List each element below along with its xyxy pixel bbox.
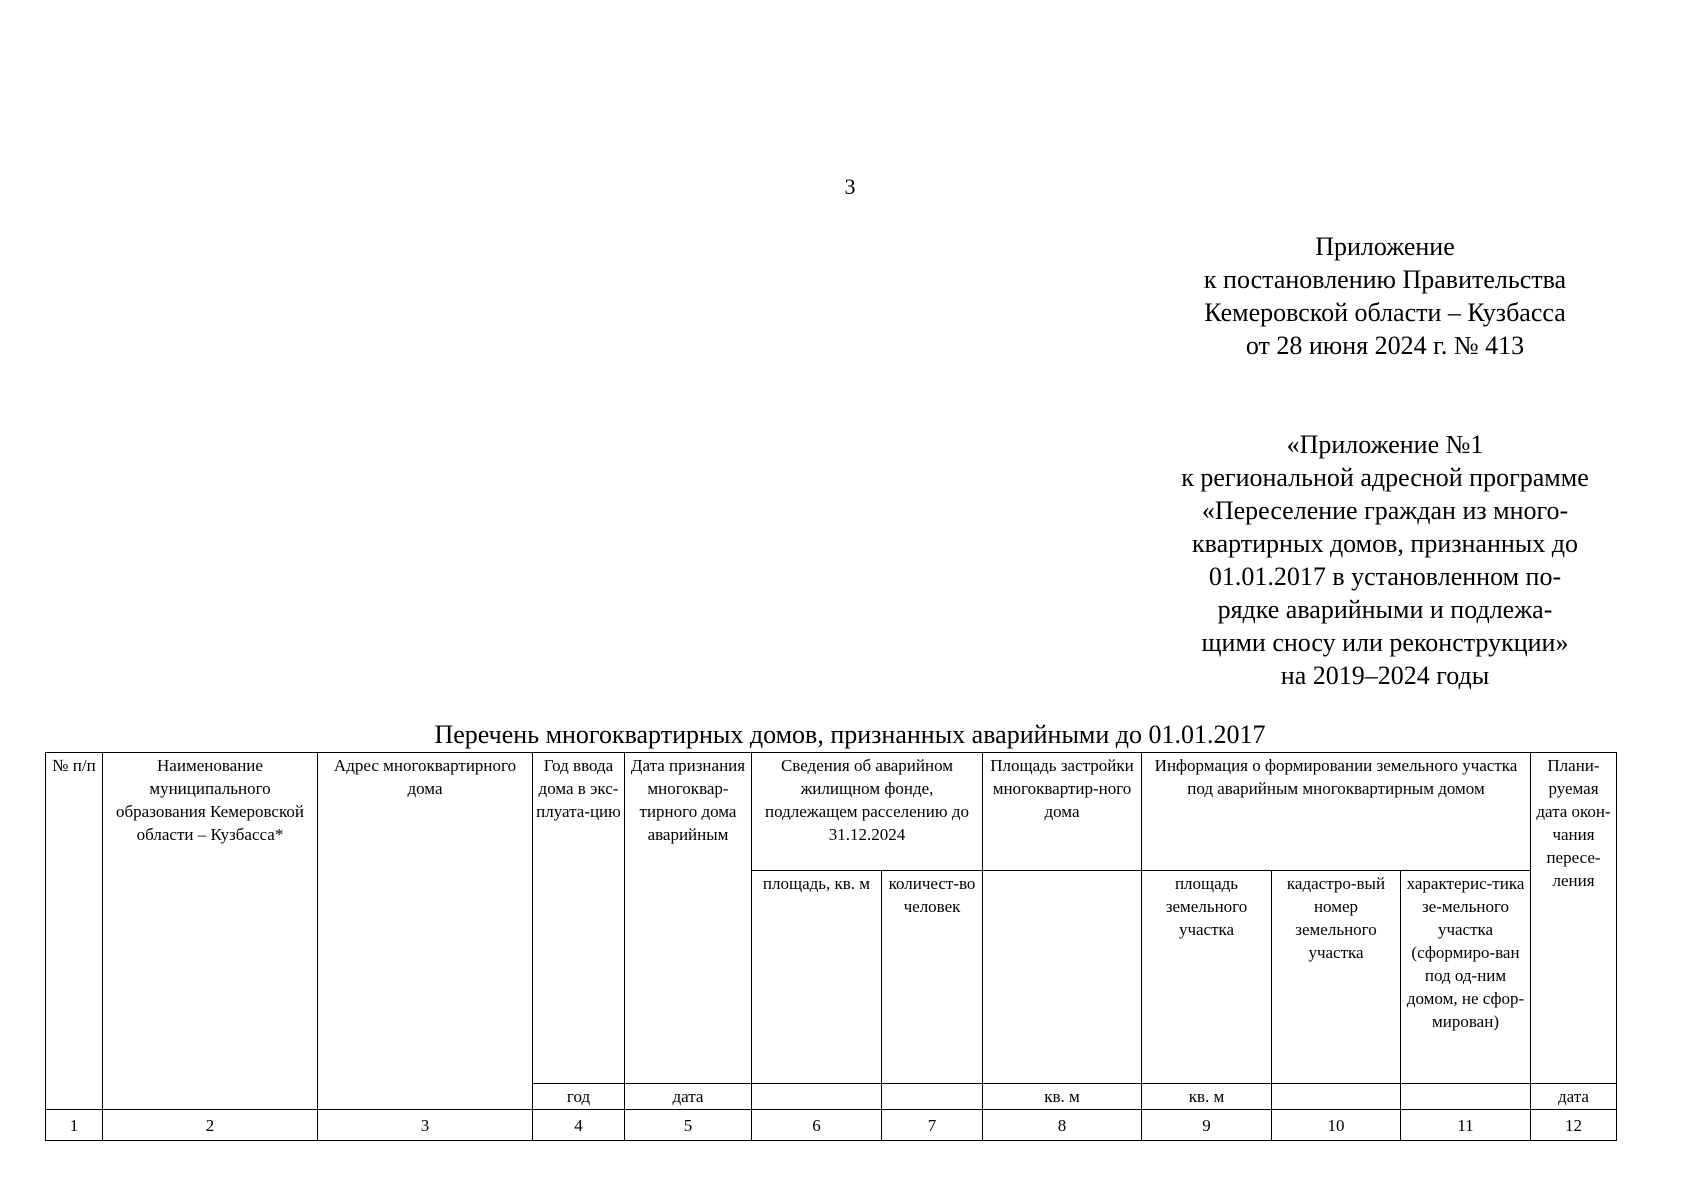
units-cell: год (533, 1084, 625, 1110)
units-cell (752, 1084, 882, 1110)
units-cell (103, 1084, 318, 1110)
table-title: Перечень многоквартирных домов, признанных аварийными до 01.01.2017 (434, 720, 1266, 749)
header-year-commissioned: Год ввода дома в экс-плуата-цию (533, 753, 625, 1084)
housing-register-table (45, 752, 1617, 1141)
units-cell: кв. м (983, 1084, 1142, 1110)
column-number-cell: 2 (103, 1110, 318, 1141)
header-cadastral-number: кадастро-вый номер земельного участка (1272, 871, 1401, 1084)
header-number: № п/п (46, 753, 103, 1084)
column-number-cell: 8 (983, 1110, 1142, 1141)
header-municipality: Наименование муниципального образования Кемеровской области – Кузбасса* (103, 753, 318, 1084)
header-land-area: площадь земельного участка (1142, 871, 1272, 1084)
units-cell: кв. м (1142, 1084, 1272, 1110)
column-number-cell: 6 (752, 1110, 882, 1141)
column-number-cell: 7 (882, 1110, 983, 1141)
annex-line: рядке аварийными и подлежа- (1217, 595, 1553, 624)
units-row (46, 1084, 1617, 1110)
header-planned-date: Плани-руемая дата окон-чания пересе-ления (1531, 753, 1617, 1084)
units-cell (882, 1084, 983, 1110)
annex-line: квартирных домов, признанных до (1192, 529, 1578, 558)
header-emergency-date: Дата признания многоквар-тирного дома аварийным (625, 753, 752, 1084)
annex-line: «Переселение граждан из много- (1201, 496, 1569, 525)
column-number-cell: 1 (46, 1110, 103, 1141)
approval-line: от 28 июня 2024 г. № 413 (1245, 331, 1525, 360)
column-number-cell: 12 (1531, 1110, 1617, 1141)
annex-line: «Приложение №1 (1286, 430, 1484, 459)
page-number: 3 (844, 174, 856, 199)
column-number-cell: 10 (1272, 1110, 1401, 1141)
units-cell (1272, 1084, 1401, 1110)
header-building-footprint: Площадь застройки многоквартир-ного дома (983, 753, 1142, 871)
column-number-cell: 11 (1401, 1110, 1531, 1141)
column-number-row (46, 1110, 1617, 1141)
approval-line: Кемеровской области – Кузбасса (1204, 298, 1566, 327)
approval-line: к постановлению Правительства (1203, 265, 1567, 294)
units-cell (318, 1084, 533, 1110)
column-number-cell: 4 (533, 1110, 625, 1141)
header-area: площадь, кв. м (752, 871, 882, 1084)
units-cell (46, 1084, 103, 1110)
units-cell: дата (625, 1084, 752, 1110)
units-cell: дата (1531, 1084, 1617, 1110)
header-footprint-blank (983, 871, 1142, 1084)
approval-block (1170, 230, 1600, 362)
annex-line: на 2019–2024 годы (1280, 661, 1490, 690)
header-group-land-plot: Информация о формировании земельного участка под аварийным многоквартирным домом (1142, 753, 1531, 871)
units-cell (1401, 1084, 1531, 1110)
approval-line: Приложение (1315, 232, 1455, 261)
column-number-cell: 5 (625, 1110, 752, 1141)
header-people-count: количест-во человек (882, 871, 983, 1084)
annex-line: 01.01.2017 в установленном по- (1208, 562, 1562, 591)
header-address: Адрес многоквартирного дома (318, 753, 533, 1084)
annex-line: к региональной адресной программе (1181, 463, 1589, 492)
annex-line: щими сносу или реконструкции» (1201, 628, 1569, 657)
annex-block (1170, 428, 1600, 692)
header-row-main (46, 753, 1617, 871)
column-number-cell: 9 (1142, 1110, 1272, 1141)
header-land-characteristic: характерис-тика зе-мельного участка (сформиро-ван под од-ним домом, не сфор-мирован) (1401, 871, 1531, 1084)
header-group-emergency-fund: Сведения об аварийном жилищном фонде, подлежащем расселению до 31.12.2024 (752, 753, 983, 871)
column-number-cell: 3 (318, 1110, 533, 1141)
